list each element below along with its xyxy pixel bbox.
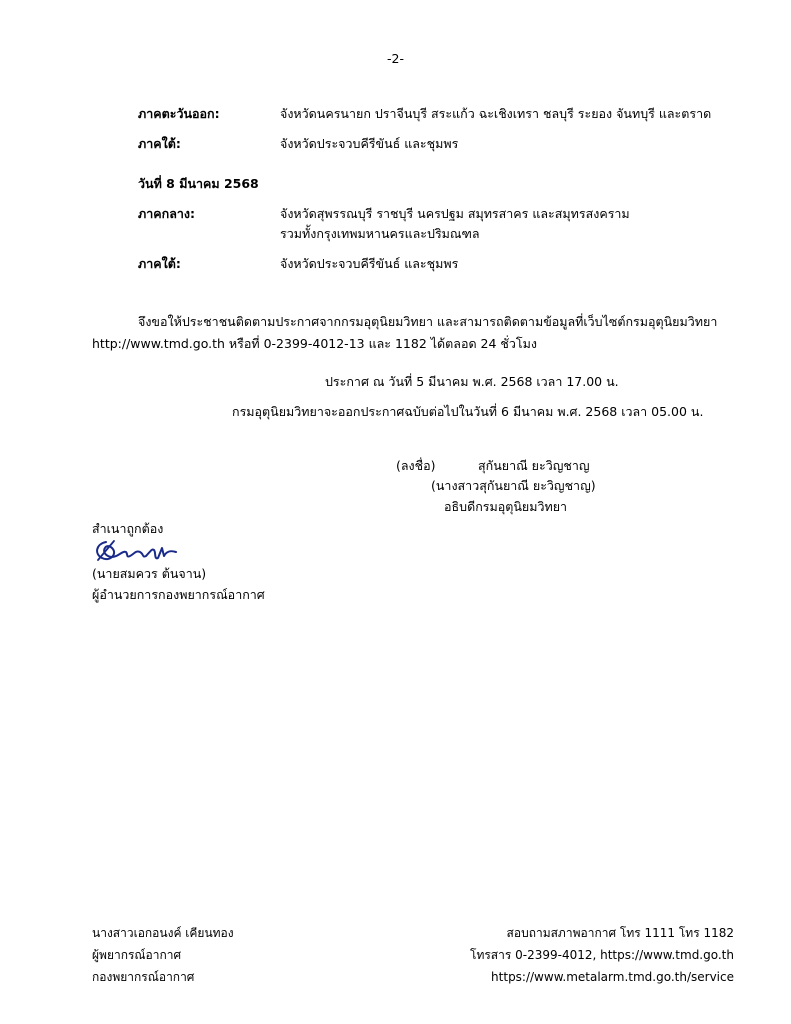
signed-name: สุกันยาณี ยะวิญชาญ [478, 458, 590, 473]
footer-forecaster-name: นางสาวเอกอนงค์ เคียนทอง [92, 926, 234, 940]
advice-line-2: http://www.tmd.go.th หรือที่ 0-2399-4012-13 และ 1182 ได้ตลอด 24 ชั่วโมง [92, 336, 537, 351]
page-number: -2- [387, 51, 404, 66]
signed-label: (ลงชื่อ) [396, 458, 436, 473]
region-label-central: ภาคกลาง: [138, 206, 195, 221]
region-label-south-day2: ภาคใต้: [138, 256, 181, 271]
region-text-central: จังหวัดสุพรรณบุรี ราชบุรี นครปฐม สมุทรสาคร และสมุทรสงคราม [280, 206, 630, 221]
next-announce: กรมอุตุนิยมวิทยาจะออกประกาศฉบับต่อไปในวันที่ 6 มีนาคม พ.ศ. 2568 เวลา 05.00 น. [232, 404, 704, 419]
region-text-south-day1: จังหวัดประจวบคีรีขันธ์ และชุมพร [280, 136, 459, 151]
footer-contact-url: https://www.metalarm.tmd.go.th/service [491, 970, 734, 984]
region-label-south-day1: ภาคใต้: [138, 136, 181, 151]
region-text-central-line2: รวมทั้งกรุงเทพมหานครและปริมณฑล [280, 226, 480, 241]
certified-label: สำเนาถูกต้อง [92, 521, 164, 536]
region-text-south-day2: จังหวัดประจวบคีรีขันธ์ และชุมพร [280, 256, 459, 271]
advice-line-1: จึงขอให้ประชาชนติดตามประกาศจากกรมอุตุนิยมวิทยา และสามารถติดตามข้อมูลที่เว็บไซต์กรมอุตุนิยมวิทยา [138, 314, 718, 329]
announce-time: ประกาศ ณ วันที่ 5 มีนาคม พ.ศ. 2568 เวลา 17.00 น. [325, 374, 619, 389]
footer-division: กองพยากรณ์อากาศ [92, 970, 195, 984]
certified-name: (นายสมควร ต้นจาน) [92, 566, 207, 581]
region-label-east: ภาคตะวันออก: [138, 106, 220, 121]
certified-position: ผู้อำนวยการกองพยากรณ์อากาศ [92, 587, 265, 602]
footer-forecaster-role: ผู้พยากรณ์อากาศ [92, 948, 182, 962]
handwritten-signature [92, 538, 178, 566]
signer-full-name: (นางสาวสุกันยาณี ยะวิญชาญ) [431, 478, 596, 493]
signer-position: อธิบดีกรมอุตุนิยมวิทยา [444, 499, 568, 514]
region-text-east: จังหวัดนครนายก ปราจีนบุรี สระแก้ว ฉะเชิงเทรา ชลบุรี ระยอง จันทบุรี และตราด [280, 106, 712, 121]
date-heading: วันที่ 8 มีนาคม 2568 [138, 176, 259, 191]
footer-contact-fax: โทรสาร 0-2399-4012, https://www.tmd.go.th [470, 948, 734, 962]
footer-contact-phone: สอบถามสภาพอากาศ โทร 1111 โทร 1182 [506, 926, 734, 940]
